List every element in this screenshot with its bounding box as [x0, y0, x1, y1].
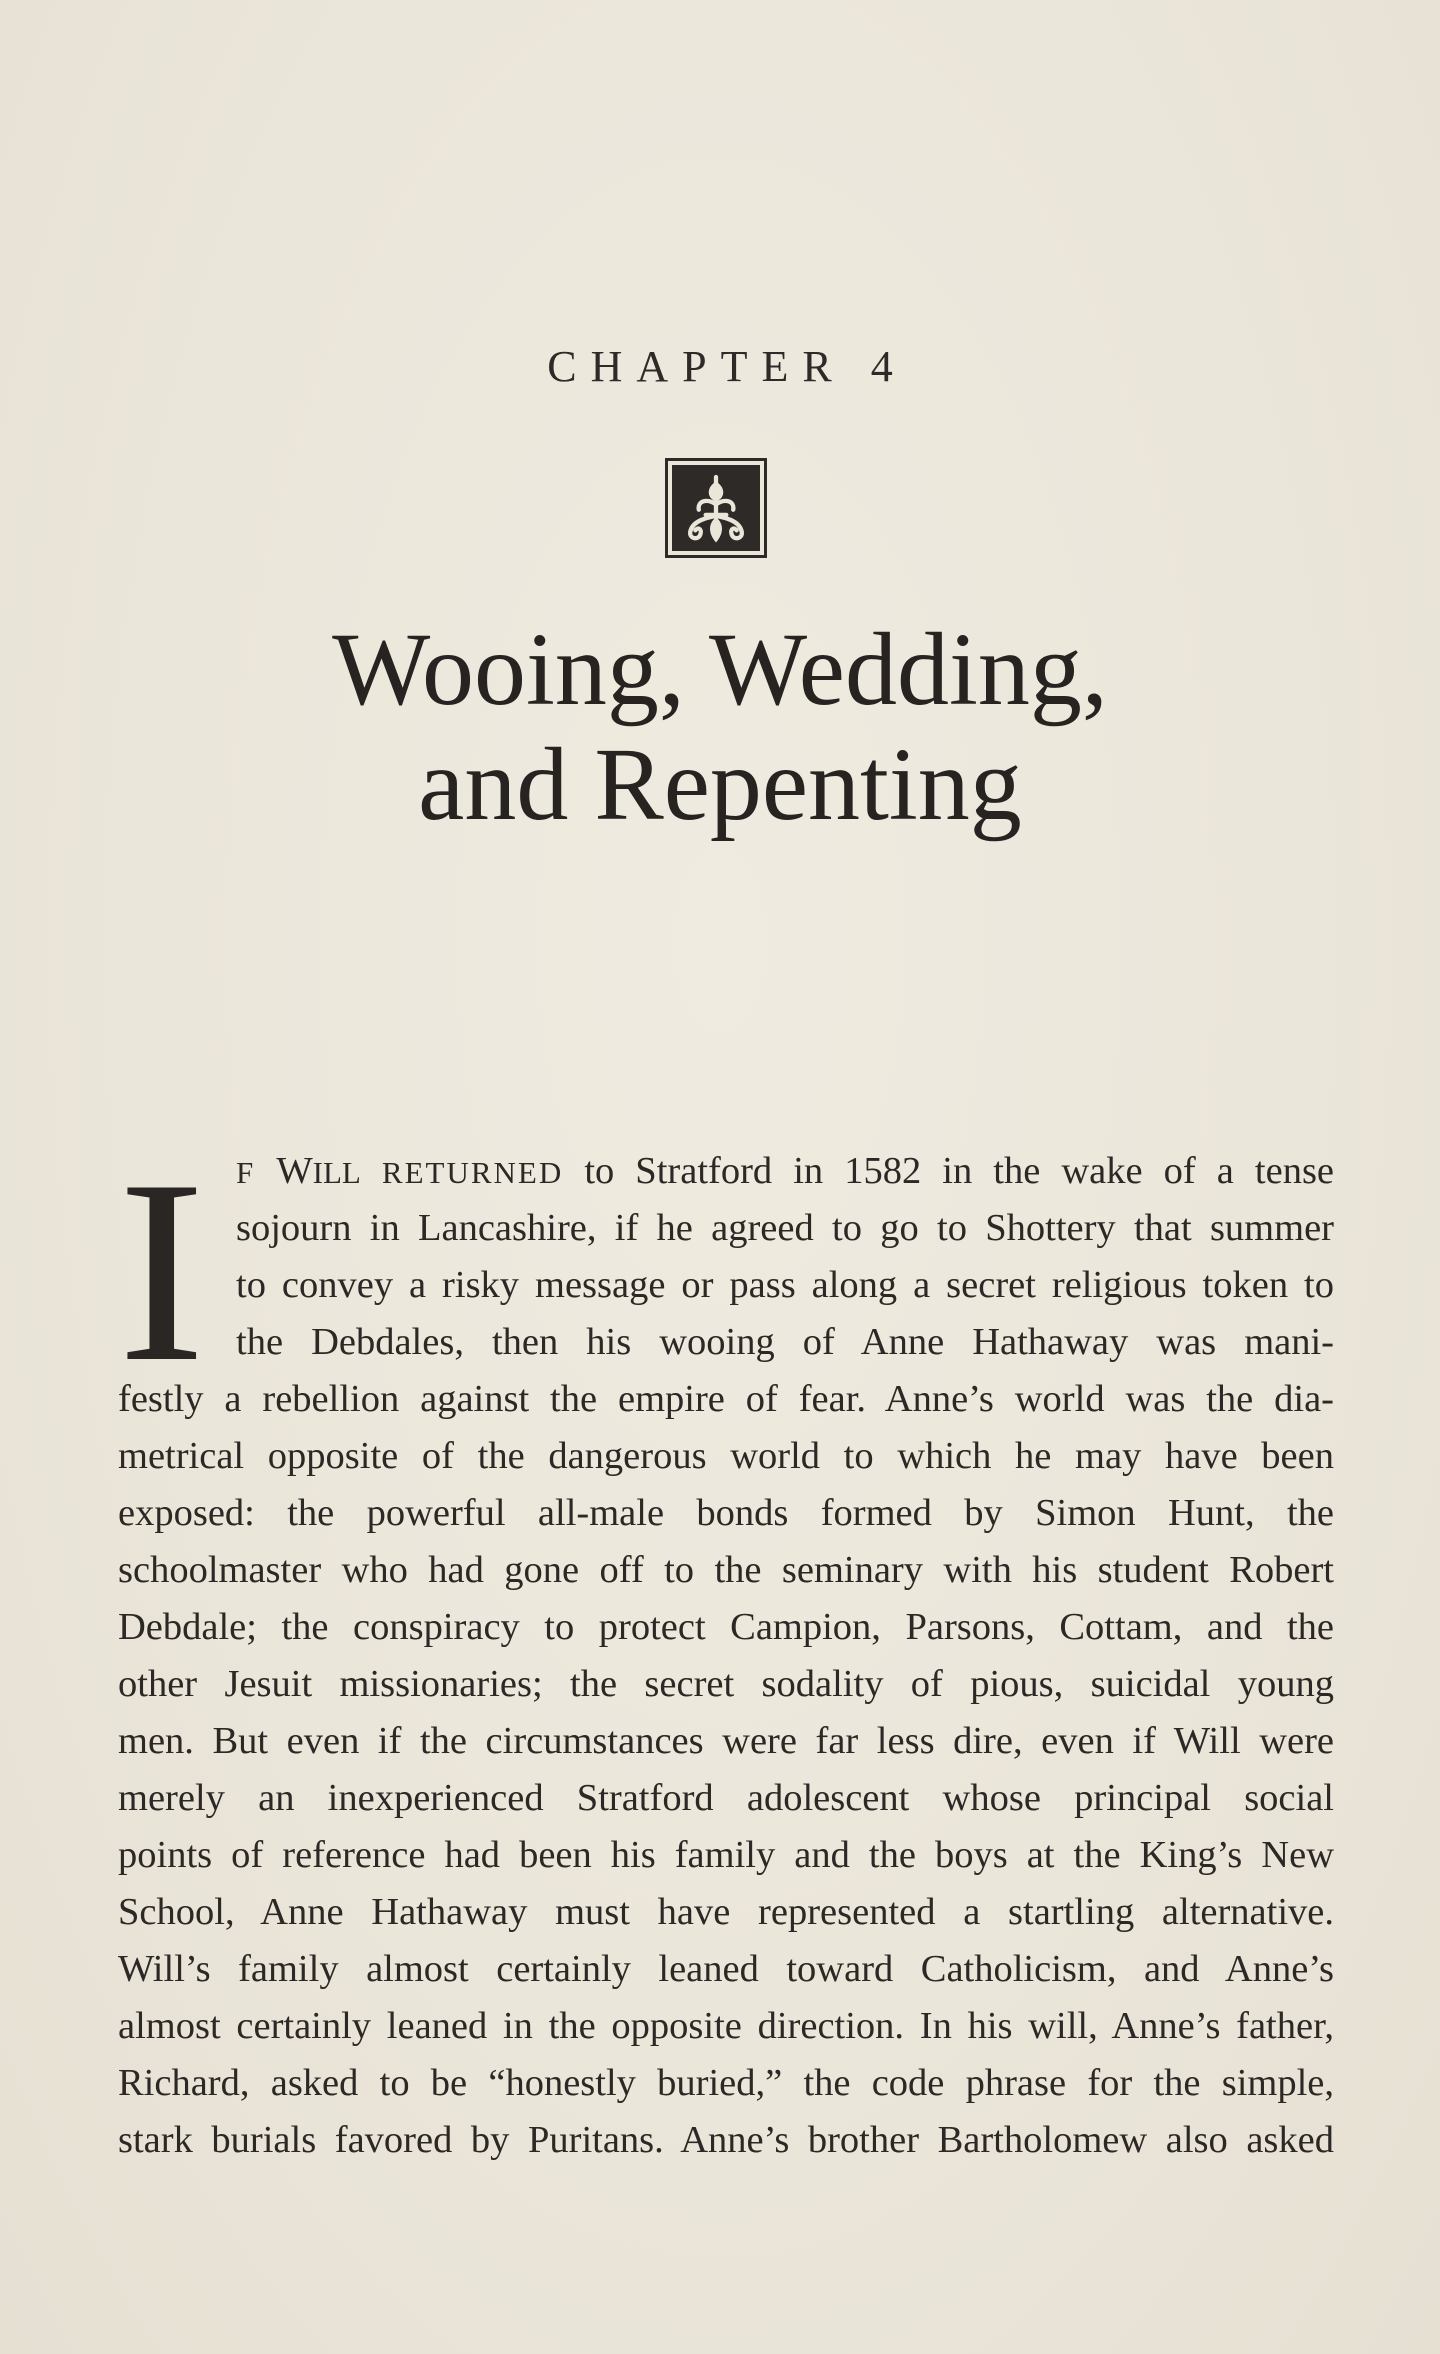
body-line-13: points of reference had been his family and the boys at the King’s New [118, 1834, 1334, 1876]
chapter-title [0, 612, 1440, 842]
body-line-6: metrical opposite of the dangerous world to which he may have been [118, 1435, 1334, 1477]
lead-returned: RETURNED [381, 1155, 564, 1190]
chapter-title-line-2: and Repenting [418, 727, 1022, 842]
drop-cap: I [118, 1126, 206, 1416]
lead-will: WILL [276, 1150, 361, 1192]
body-line-7: exposed: the powerful all-male bonds formed by Simon Hunt, the [118, 1492, 1334, 1534]
chapter-label: CHAPTER 4 [547, 342, 907, 391]
body-line-18: stark burials favored by Puritans. Anne’s brother Bartholomew also asked [118, 2119, 1334, 2161]
body-line-17: Richard, asked to be “honestly buried,” the code phrase for the simple, [118, 2062, 1334, 2104]
body-line-1-text: to Stratford in 1582 in the wake of a tense [584, 1150, 1335, 1192]
body-line-9: Debdale; the conspiracy to protect Campion, Parsons, Cottam, and the [118, 1606, 1334, 1648]
body-line-2: sojourn in Lancashire, if he agreed to go to Shottery that summer [236, 1207, 1334, 1249]
body-line-14: School, Anne Hathaway must have represented a startling alternative. [118, 1891, 1334, 1933]
body-line-15: Will’s family almost certainly leaned toward Catholicism, and Anne’s [118, 1948, 1334, 1990]
body-line-5: festly a rebellion against the empire of fear. Anne’s world was the dia- [118, 1378, 1334, 1420]
fleur-de-lis-ornament-icon [665, 458, 767, 558]
body-line-8: schoolmaster who had gone off to the seminary with his student Robert [118, 1549, 1334, 1591]
chapter-title-line-1: Wooing, Wedding, [332, 612, 1108, 727]
body-line-3: to convey a risky message or pass along a secret religious token to [236, 1264, 1334, 1306]
body-line-4: the Debdales, then his wooing of Anne Hathaway was mani- [236, 1321, 1334, 1363]
body-line-11: men. But even if the circumstances were far less dire, even if Will were [118, 1720, 1334, 1762]
body-line-10: other Jesuit missionaries; the secret sodality of pious, suicidal young [118, 1663, 1334, 1705]
body-line-12: merely an inexperienced Stratford adolescent whose principal social [118, 1777, 1334, 1819]
lead-f: F [236, 1155, 254, 1190]
body-line-1 [236, 1152, 1334, 1191]
body-line-16: almost certainly leaned in the opposite direction. In his will, Anne’s father, [118, 2005, 1334, 2047]
